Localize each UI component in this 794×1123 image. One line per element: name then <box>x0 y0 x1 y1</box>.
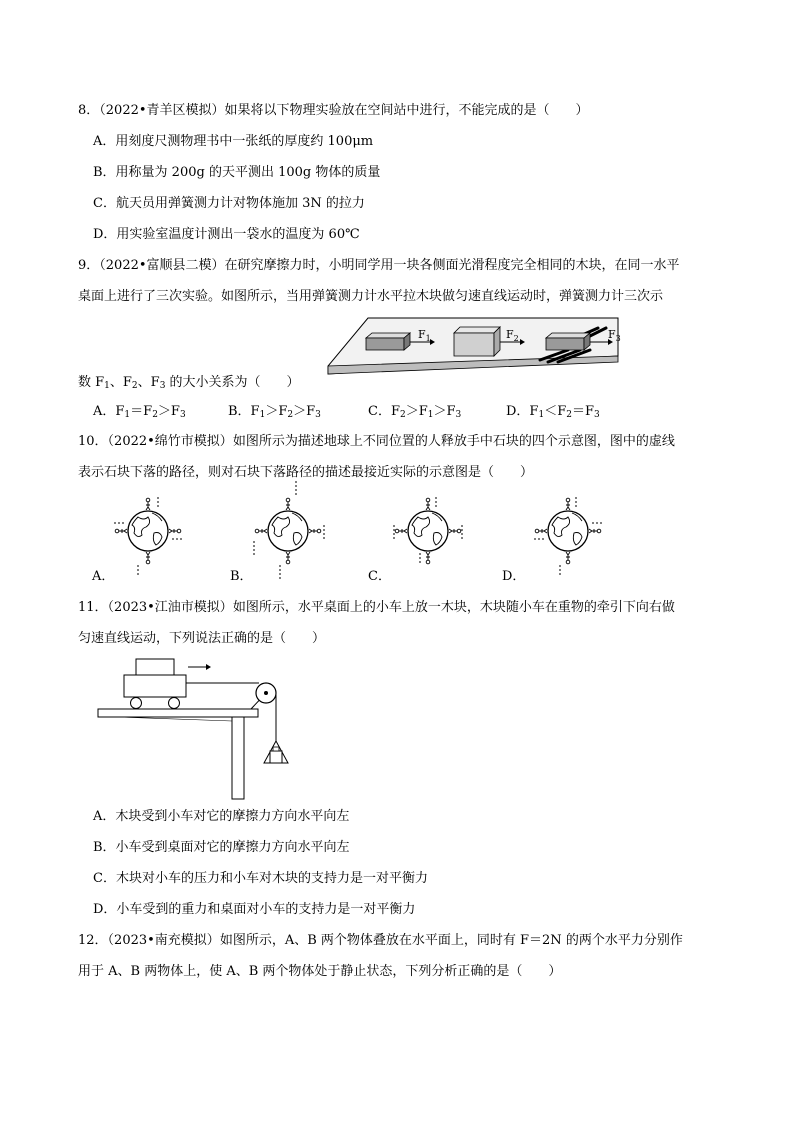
question-10-stem-line2: 表示石块下落的路径，则对石块下落路径的描述最接近实际的示意图是（ ） <box>78 465 534 480</box>
table-leg <box>232 717 244 799</box>
q10-label-b: B． <box>230 569 253 584</box>
question-11-stem-line2: 匀速直线运动，下列说法正确的是（ ） <box>78 631 326 646</box>
question-9-stem-line1: 9．（2022•富顺县二模）在研究摩擦力时，小明同学用一块各侧面光滑程度完全相同的木块，在同一水平 <box>78 258 680 273</box>
q11-option-a[interactable]: A．木块受到小车对它的摩擦力方向水平向左 <box>93 809 350 824</box>
q11-option-b[interactable]: B．小车受到桌面对它的摩擦力方向水平向左 <box>93 840 350 855</box>
globe-a <box>114 497 182 575</box>
wooden-block <box>136 659 174 675</box>
question-12-stem-line1: 12．（2023•南充模拟）如图所示，A、B 两个物体叠放在水平面上，同时有 F＝2N 的两个水平力分别作 <box>78 933 683 948</box>
q9-friction-figure <box>318 316 621 386</box>
block-1 <box>366 333 410 350</box>
q11-option-d[interactable]: D．小车受到的重力和桌面对小车的支持力是一对平衡力 <box>93 902 416 917</box>
question-10-stem-line1: 10．（2022•绵竹市模拟）如图所示为描述地球上不同位置的人释放手中石块的四个示意图，图中的虚线 <box>78 434 675 449</box>
table-top <box>98 709 258 717</box>
q9-option-c[interactable]: C．$F_2>F_1>F_3$ <box>368 404 462 420</box>
q10-label-d: D． <box>502 569 526 584</box>
q9-option-a[interactable]: A．$F_1=F_2>F_3$ <box>93 404 186 420</box>
block-3 <box>546 333 590 350</box>
globe-c <box>394 497 462 564</box>
question-12-stem-line2: 用于 A、B 两物体上，使 A、B 两个物体处于静止状态，下列分析正确的是（ ） <box>78 964 562 979</box>
q9-option-d[interactable]: D．$F_1<F_2=F_3$ <box>506 404 600 420</box>
q10-label-c: C． <box>368 569 391 584</box>
f1-label: $F_1$ <box>418 328 431 343</box>
block-2 <box>454 327 500 356</box>
q11-cart-figure <box>96 655 286 805</box>
question-8-stem: 8．（2022•青羊区模拟）如果将以下物理实验放在空间站中进行，不能完成的是（ ） <box>78 103 589 118</box>
globe-b <box>254 481 324 581</box>
q9-option-b[interactable]: B．$F_1>F_2>F_3$ <box>228 404 321 420</box>
q8-option-b[interactable]: B．用称量为 200g 的天平测出 100g 物体的质量 <box>93 165 381 180</box>
globe-d <box>534 497 602 577</box>
question-9-stem-line3: 数 $F_1$、$F_2$、$F_3$ 的大小关系为（ ） <box>78 375 300 391</box>
q11-option-c[interactable]: C．木块对小车的压力和小车对木块的支持力是一对平衡力 <box>93 871 428 886</box>
q8-option-d[interactable]: D．用实验室温度计测出一袋水的温度为 60℃ <box>93 227 360 242</box>
f2-label: $F_2$ <box>506 328 519 343</box>
q10-label-a: A． <box>92 569 115 584</box>
question-9-stem-line2: 桌面上进行了三次实验。如图所示，当用弹簧测力计水平拉木块做匀速直线运动时，弹簧测力计三次示 <box>78 289 664 304</box>
cart <box>124 675 186 697</box>
f3-label: $F_3$ <box>608 328 621 343</box>
q8-option-c[interactable]: C．航天员用弹簧测力计对物体施加 3N 的拉力 <box>93 196 365 211</box>
q10-globe-figures <box>92 495 652 585</box>
question-11-stem-line1: 11．（2023•江油市模拟）如图所示，水平桌面上的小车上放一木块，木块随小车在重物的牵引下向右做 <box>78 600 675 615</box>
q8-option-a[interactable]: A．用刻度尺测物理书中一张纸的厚度约 100μm <box>93 134 374 149</box>
